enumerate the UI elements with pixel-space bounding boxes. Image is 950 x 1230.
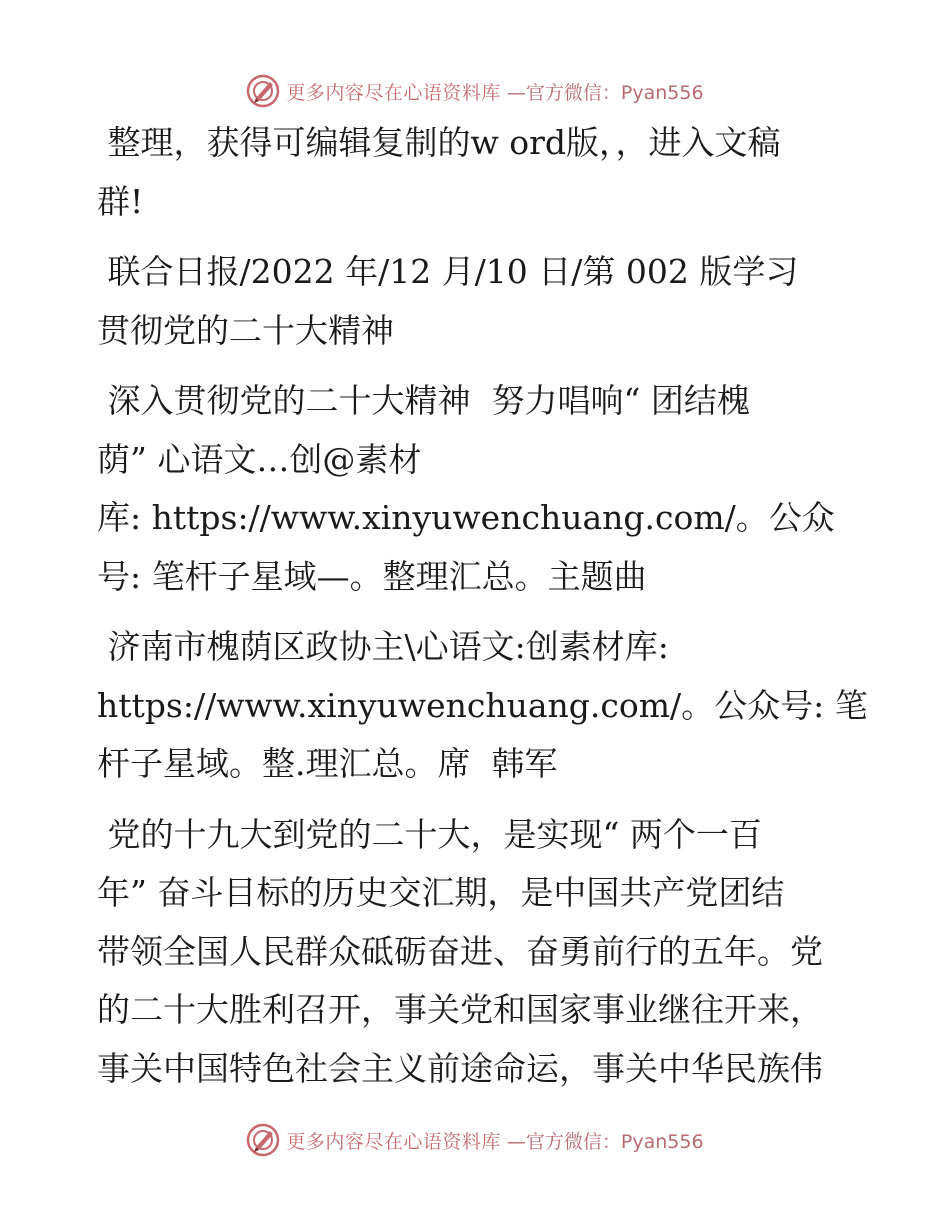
text-line: 党的十九大到党的二十大，是实现“ 两个一百 xyxy=(97,814,762,854)
paragraph-3 xyxy=(97,372,867,606)
text-line: 的二十大胜利召开，事关党和国家事业继往开来， xyxy=(97,990,823,1029)
text-line: 带领全国人民群众砥砺奋进、奋勇前行的五年。党 xyxy=(97,931,823,971)
text-line: 号: 笔杆子星域—。整理汇总。主题曲 xyxy=(97,556,647,596)
text-line: 年” 奋斗目标的历史交汇期，是中国共产党团结 xyxy=(97,873,785,912)
paragraph-4 xyxy=(97,618,867,794)
text-line: 杆子星域。整.理汇总。席 韩军 xyxy=(97,744,558,783)
header-watermark xyxy=(0,71,950,111)
text-line: 荫” 心语文…创@素材 xyxy=(97,439,422,479)
footer-watermark xyxy=(0,1120,950,1160)
text-line: 济南市槐荫区政协主\心语文:创素材库: xyxy=(97,627,669,666)
paragraph-5 xyxy=(97,806,867,1099)
text-line: 整理，获得可编辑复制的w ord版，，进入文稿 xyxy=(97,123,781,162)
text-line: 群! xyxy=(97,181,144,221)
text-line: 贯彻党的二十大精神 xyxy=(97,310,394,350)
text-line: 深入贯彻党的二十大精神 努力唱响“ 团结槐 xyxy=(97,381,750,420)
text-line: 库: https://www.xinyuwenchuang.com/。公众 xyxy=(97,498,835,537)
pen-logo-icon xyxy=(246,1123,280,1157)
paragraph-1 xyxy=(97,114,867,231)
text-line: 联合日报/2022 年/12 月/10 日/第 002 版学习 xyxy=(97,252,799,291)
watermark-brand: 更多内容尽在心语资料库 xyxy=(286,81,501,104)
watermark-contact: —官方微信：Pyan556 xyxy=(506,1130,704,1153)
paragraph-2 xyxy=(97,243,867,360)
text-line: https://www.xinyuwenchuang.com/。公众号: 笔 xyxy=(97,685,868,725)
text-line: 事关中国特色社会主义前途命运，事关中华民族伟 xyxy=(97,1048,823,1088)
watermark-brand: 更多内容尽在心语资料库 xyxy=(286,1130,501,1153)
watermark-contact: —官方微信：Pyan556 xyxy=(506,81,704,104)
pen-logo-icon xyxy=(246,74,280,108)
document-body xyxy=(97,114,867,1110)
